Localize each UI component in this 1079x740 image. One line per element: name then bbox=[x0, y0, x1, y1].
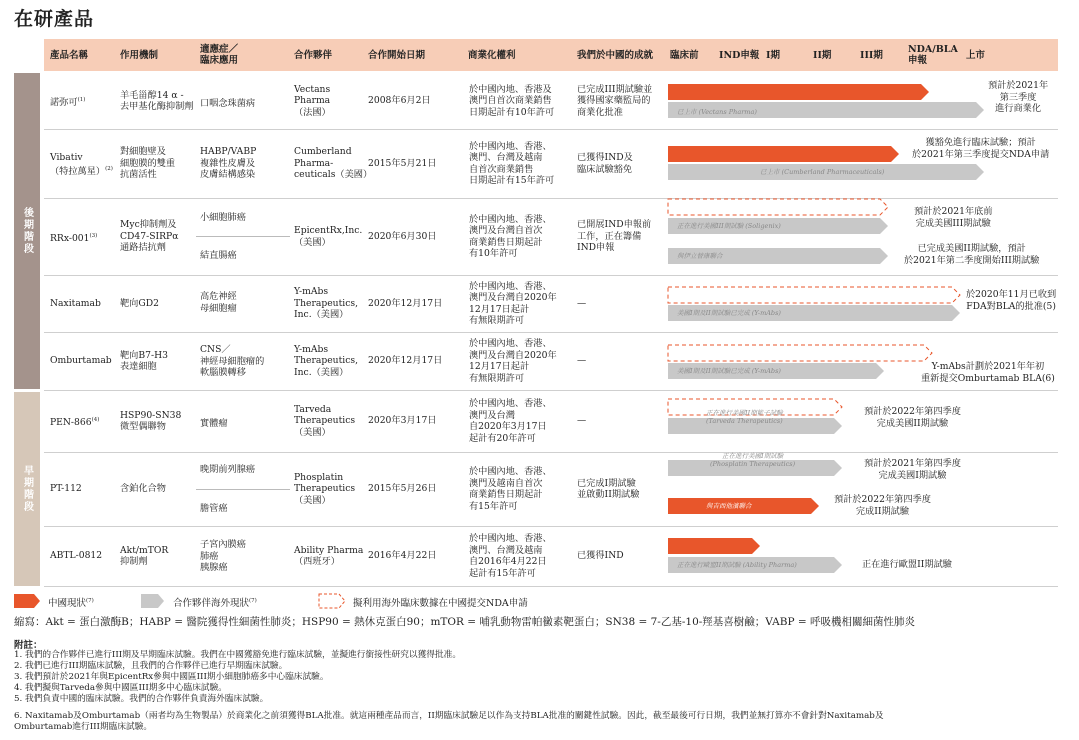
achievements: 已獲得IND及 臨床試驗豁免 bbox=[577, 152, 633, 175]
stage-late: 後期階段 bbox=[14, 73, 40, 389]
product-name: Naxitamab bbox=[50, 297, 101, 309]
bar-label: 已上市 (Cumberland Pharmaceuticals) bbox=[760, 167, 885, 176]
partner: Ability Pharma （西班牙） bbox=[294, 544, 364, 567]
rights: 於中國內地、香港、 澳門及台灣自2020年 12月17日起計 有無限期許可 bbox=[469, 338, 557, 384]
rights: 於中國內地、香港及 澳門自首次商業銷售 日期起計有10年許可 bbox=[469, 83, 555, 118]
indication: 實體瘤 bbox=[200, 418, 228, 429]
status-note: 於2020年11月已收到 FDA對BLA的批准(5) bbox=[966, 289, 1057, 312]
indication: 高危神經 母細胞瘤 bbox=[200, 291, 237, 314]
legend-nda-swatch bbox=[319, 594, 345, 608]
achievements: — bbox=[577, 355, 587, 367]
legend-china-swatch bbox=[14, 594, 40, 608]
header-launch: 上市 bbox=[966, 49, 986, 61]
bar-label: 與吉西他濱聯合 bbox=[706, 501, 752, 510]
header-indication: 適應症／ 臨床應用 bbox=[200, 44, 239, 66]
status-note: 預計於2021年第四季度 完成美國I期試驗 bbox=[864, 458, 961, 481]
china-bar bbox=[668, 538, 760, 554]
product-name: Vibativ （特拉萬星）$^{(2)}$ bbox=[50, 152, 113, 177]
china-bar bbox=[668, 84, 929, 100]
partner: Y-mAbs Therapeutics, Inc.（美國） bbox=[294, 286, 358, 321]
footnote-ref: (3) bbox=[89, 232, 98, 239]
product-name: PT-112 bbox=[50, 483, 82, 495]
page-title: 在研產品 bbox=[14, 8, 95, 30]
note-1: 1. 我們的合作夥伴已進行III期及早期臨床試驗。我們在中國獲豁免進行臨床試驗，並擬進行銜接性研究以獲得批准。 bbox=[14, 650, 462, 660]
note-4: 4. 我們擬與Tarveda參與中國區III期多中心臨床試驗。 bbox=[14, 683, 227, 693]
indication: 膽管癌 bbox=[200, 503, 228, 514]
product-name: Omburtamab bbox=[50, 355, 112, 367]
start-date: 2020年12月17日 bbox=[368, 355, 443, 367]
header-achievements: 我們於中國的成就 bbox=[577, 49, 654, 61]
start-date: 2020年12月17日 bbox=[368, 297, 443, 309]
mechanism: HSP90-SN38 微型偶聯物 bbox=[120, 409, 182, 432]
indication: 口咽念珠菌病 bbox=[200, 98, 256, 109]
nda-plan-bar bbox=[668, 345, 932, 361]
bar-label: 與伊立替康聯合 bbox=[677, 251, 723, 260]
mechanism: 靶向B7-H3 表達細胞 bbox=[120, 349, 168, 372]
legend-partner-swatch bbox=[141, 594, 164, 608]
partner: Y-mAbs Therapeutics, Inc.（美國） bbox=[294, 343, 358, 378]
rights: 於中國內地、香港、 澳門及台灣自2020年 12月17日起計 有無限期許可 bbox=[469, 280, 557, 326]
start-date: 2015年5月21日 bbox=[368, 157, 437, 169]
header-product: 產品名稱 bbox=[50, 49, 89, 61]
partner: Phosplatin Therapeutics （美國） bbox=[294, 471, 356, 506]
header-partner: 合作夥伴 bbox=[294, 49, 333, 61]
header-nda: NDA/BLA 申報 bbox=[908, 44, 958, 66]
partner: Tarveda Therapeutics （美國） bbox=[294, 403, 356, 438]
achievements: 已完成I期試驗 並啟動II期試驗 bbox=[577, 477, 640, 500]
achievements: 已完成III期試驗並 獲得國家藥監局的 商業化批准 bbox=[577, 83, 653, 118]
status-note: 預計於2022年第四季度 完成美國II期試驗 bbox=[864, 406, 961, 429]
status-note: 預計於2021年 第三季度 進行商業化 bbox=[988, 80, 1049, 114]
legend-china: 中國現狀$^{(7)}$ bbox=[48, 597, 94, 609]
rights: 於中國內地、香港、 澳門及越南自首次 商業銷售日期起計 有15年許可 bbox=[469, 466, 552, 512]
start-date: 2020年3月17日 bbox=[368, 415, 437, 427]
note-5: 5. 我們負責中國的臨床試驗。我們的合作夥伴負責海外臨床試驗。 bbox=[14, 694, 269, 704]
start-date: 2015年5月26日 bbox=[368, 483, 437, 495]
achievements: — bbox=[577, 297, 587, 309]
mechanism: Akt/mTOR 抑制劑 bbox=[120, 544, 169, 567]
header-start-date: 合作開始日期 bbox=[368, 49, 426, 61]
note-6: 6. Naxitamab及Omburtamab（兩者均為生物製品）於商業化之前須獲得BLA批准。就這兩種產品而言，II期臨床試驗足以作為支持BLA批准的關鍵性試驗。因此，截至最後可行日期，我們並無打算亦不會針對Naxitamab及 bbox=[14, 711, 884, 721]
product-name: 諾弥可$^{(1)}$ bbox=[50, 97, 86, 109]
start-date: 2020年6月30日 bbox=[368, 230, 437, 242]
bar-label: 正在進行歐盟II期試驗 (Ability Pharma) bbox=[677, 560, 797, 569]
indication: 小細胞肺癌 bbox=[200, 212, 246, 223]
start-date: 2016年4月22日 bbox=[368, 550, 437, 562]
achievements: — bbox=[577, 415, 587, 427]
nda-plan-bar bbox=[668, 199, 888, 215]
footnote-ref: (2) bbox=[105, 165, 113, 172]
footnote-ref: (1) bbox=[77, 97, 86, 104]
indication: 晚期前列腺癌 bbox=[200, 464, 256, 475]
mechanism: 對細胞壁及 細胞膜的雙重 抗菌活性 bbox=[120, 146, 176, 181]
header-mechanism: 作用機制 bbox=[120, 49, 159, 61]
abbreviations: 縮寫：Akt = 蛋白激酶B；HABP = 醫院獲得性細菌性肺炎；HSP90 = 熱休克蛋白90；mTOR = 哺乳動物雷帕黴素靶蛋白；SN38 = 7-乙基-10-羥基喜樹鹼；VABP = 呼吸機相關細菌性肺炎 bbox=[14, 616, 916, 628]
header-rights: 商業化權利 bbox=[468, 49, 516, 61]
product-name: RRx-001$^{(3)}$ bbox=[50, 232, 98, 244]
bar-label: 正在進行美國I期試驗 (Phosplatin Therapeutics) bbox=[710, 452, 796, 468]
status-note: 獲豁免進行臨床試驗；預計 於2021年第三季度提交NDA申請 bbox=[912, 137, 1050, 160]
note-2: 2. 我們已進行III期臨床試驗，且我們的合作夥伴已進行早期臨床試驗。 bbox=[14, 661, 288, 671]
achievements: 已獲得IND bbox=[577, 550, 624, 562]
achievements: 已開展IND申報前 工作，正在籌備 IND申報 bbox=[577, 219, 652, 254]
mechanism: Myc抑制劑及 CD47-SIRPα 通路拮抗劑 bbox=[120, 219, 179, 254]
bar-label: 已上市 (Vectans Pharma) bbox=[677, 107, 757, 116]
status-note: 預計於2022年第四季度 完成II期試驗 bbox=[834, 494, 931, 517]
rights: 於中國內地、香港、 澳門、台灣及越南 自首次商業銷售 日期起計有15年許可 bbox=[469, 140, 555, 186]
bar-label: 美國I期及II期試驗已完成 (Y-mAbs) bbox=[677, 366, 781, 375]
header-phase1: I期 bbox=[766, 49, 780, 61]
stage-early: 早期階段 bbox=[14, 392, 40, 586]
status-note: 正在進行歐盟II期試驗 bbox=[862, 559, 952, 570]
indication: 子宮內膜癌 肺癌 胰腺癌 bbox=[200, 539, 246, 573]
footnote-ref: (4) bbox=[91, 417, 100, 424]
nda-plan-bar bbox=[668, 287, 960, 303]
header-preclinical: 臨床前 bbox=[670, 49, 699, 61]
partner: Cumberland Pharma- ceuticals（美國） bbox=[294, 146, 373, 181]
legend-nda-plan: 擬利用海外臨床數據在中國提交NDA申請 bbox=[353, 598, 528, 609]
product-name: ABTL-0812 bbox=[50, 550, 103, 562]
mechanism: 靶向GD2 bbox=[120, 297, 159, 309]
status-note: 預計於2021年底前 完成美國III期試驗 bbox=[914, 206, 993, 229]
rights: 於中國內地、香港、 澳門、台灣及越南 自2016年4月22日 起計有15年許可 bbox=[469, 533, 552, 579]
note-6-cont: Omburtamab進行III期臨床試驗。 bbox=[14, 722, 153, 732]
rights: 於中國內地、香港、 澳門及台灣自首次 商業銷售日期起計 有10年許可 bbox=[469, 213, 552, 259]
header-phase2: II期 bbox=[813, 49, 832, 61]
header-ind: IND申報 bbox=[719, 49, 760, 61]
indication: 結直腸癌 bbox=[200, 250, 237, 261]
status-note: Y-mAbs計劃於2021年年初 重新提交Omburtamab BLA(6) bbox=[921, 361, 1055, 384]
bar-label: 美國I期及II期試驗已完成 (Y-mAbs) bbox=[677, 308, 781, 317]
legend-partner: 合作夥伴海外現狀$^{(7)}$ bbox=[173, 597, 257, 609]
mechanism: 羊毛甾醇14 α - 去甲基化酶抑制劑 bbox=[120, 89, 194, 112]
china-bar bbox=[668, 146, 899, 162]
row-pt112-bars bbox=[668, 460, 842, 514]
note-3: 3. 我們預計於2021年與EpicentRx參與中國區III期小細胞肺癌多中心臨床試驗。 bbox=[14, 672, 329, 682]
status-note: 已完成美國II期試驗，預計 於2021年第二季度開始III期試驗 bbox=[904, 243, 1040, 266]
start-date: 2008年6月2日 bbox=[368, 95, 431, 107]
bar-label: 正在進行美國II期籃子試驗 (Tarveda Therapeutics) bbox=[706, 409, 783, 425]
mechanism: 含鉑化合物 bbox=[120, 483, 166, 495]
partner: Vectans Pharma （法國） bbox=[294, 83, 331, 118]
product-name: PEN-866$^{(4)}$ bbox=[50, 417, 100, 429]
indication: HABP/VABP 複雜性皮膚及 皮膚結構感染 bbox=[200, 146, 257, 180]
indication: CNS／ 神經母細胞瘤的 軟腦膜轉移 bbox=[200, 344, 265, 378]
partner: EpicentRx,Inc. （美國） bbox=[294, 225, 363, 248]
header-phase3: III期 bbox=[860, 49, 883, 61]
notes-title: 附註： bbox=[14, 640, 43, 651]
bar-label: 正在進行美國III期試驗 (Soligenix) bbox=[677, 221, 781, 230]
rights: 於中國內地、香港、 澳門及台灣 自2020年3月17日 起計有20年許可 bbox=[469, 398, 552, 444]
